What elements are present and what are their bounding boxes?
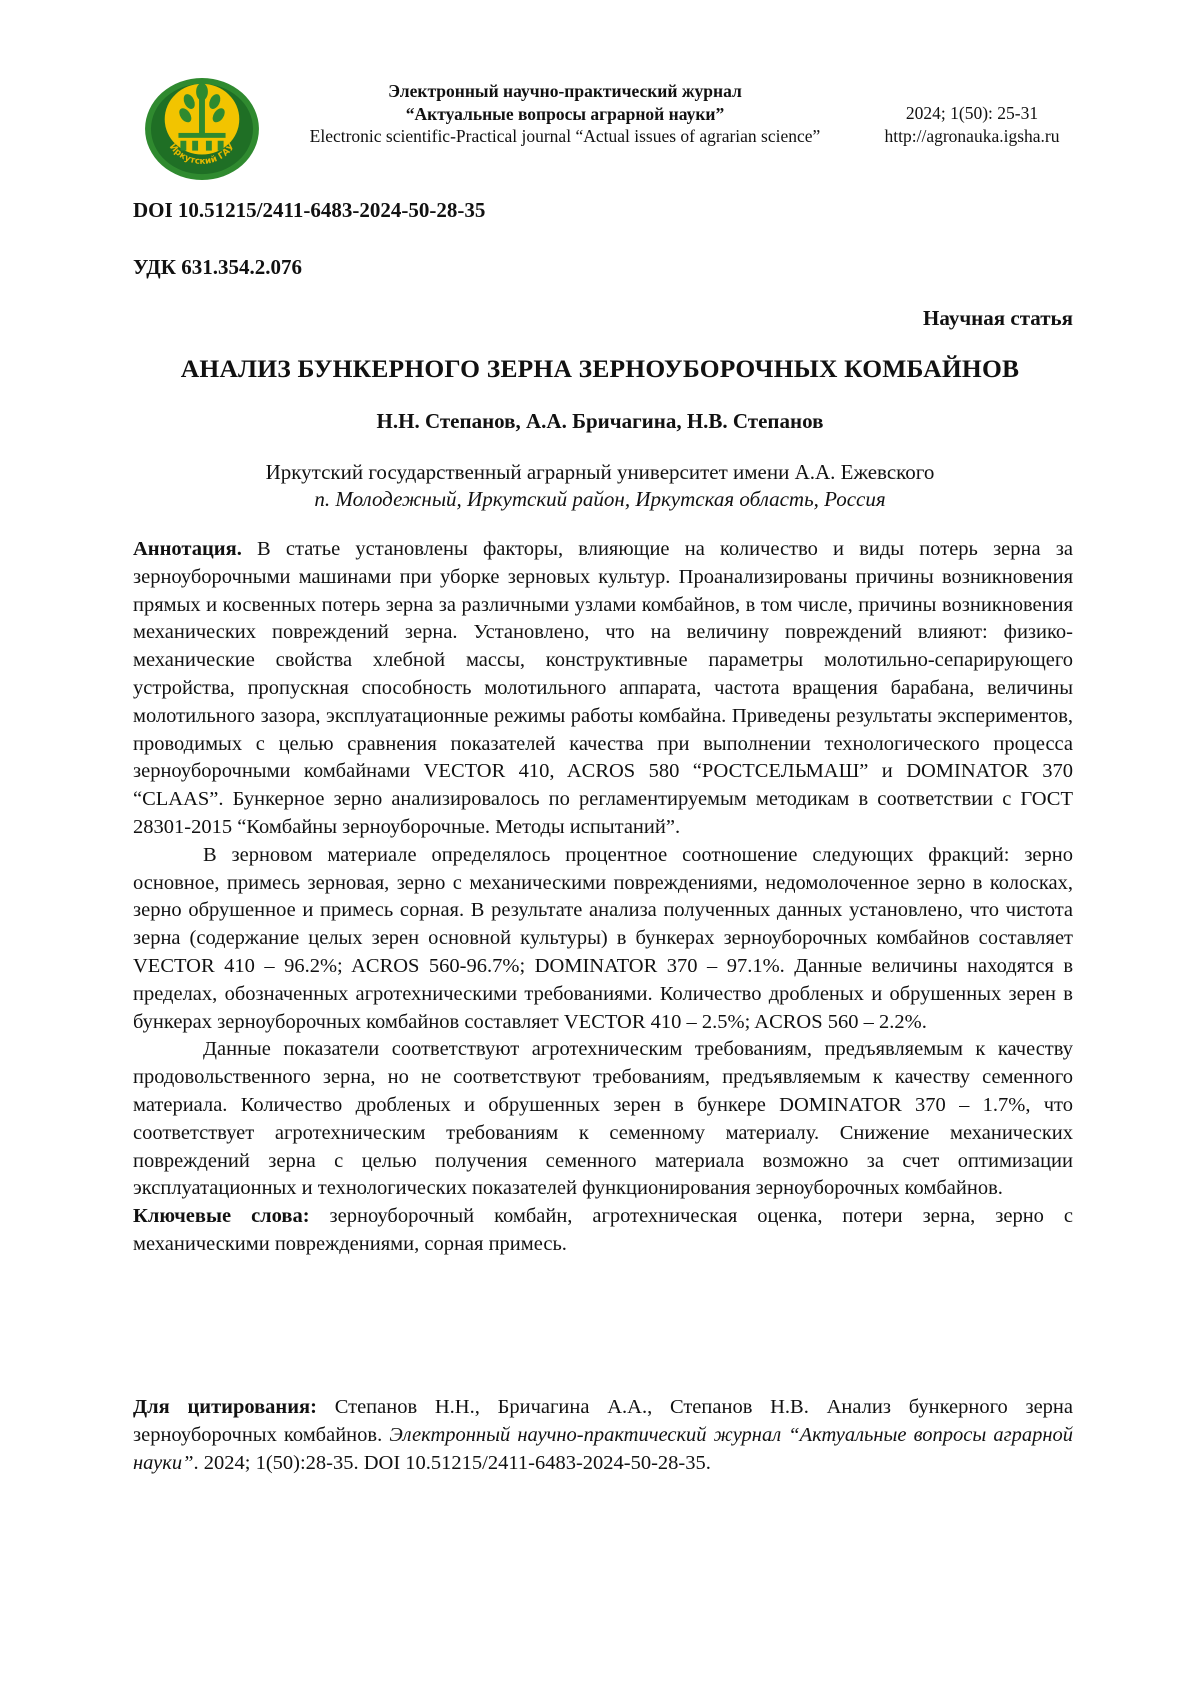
affiliation-location: п. Молодежный, Иркутский район, Иркутская область, Россия xyxy=(100,486,1100,513)
journal-title-ru-2: “Актуальные вопросы аграрной науки” xyxy=(290,103,840,126)
keywords xyxy=(133,1203,1073,1259)
doi: DOI 10.51215/2411-6483-2024-50-28-35 xyxy=(133,198,485,223)
journal-url[interactable]: http://agronauka.igsha.ru xyxy=(852,125,1092,148)
affiliation-university: Иркутский государственный аграрный университет имени А.А. Ежевского xyxy=(100,459,1100,486)
keywords-text: зерноуборочный комбайн, агротехническая оценка, потери зерна, зерно с механическими повреждениями, сорная примесь. xyxy=(133,1205,1073,1255)
keywords-label: Ключевые слова: xyxy=(133,1205,310,1227)
citation-tail: . 2024; 1(50):28-35. DOI 10.51215/2411-6483-2024-50-28-35. xyxy=(194,1452,711,1474)
abstract-paragraph-2: В зерновом материале определялось процентное соотношение следующих фракций: зерно основное, примесь зерновая, зерно с механическими повреждениями, недомолоченное зерно в колосках, зерно обрушенное и примесь сорная. В результате анализа полученных данных установлено, что чистота зерна (содержание целых зерен основной культуры) в бункерах зерноуборочных комбайнов составляет VECTOR 410 – 96.2%; ACROS 560-96.7%; DOMINATOR 370 – 97.1%. Данные величины находятся в пределах, обозначенных агротехническими требованиями. Количество дробленых и обрушенных зерен в бункерах зерноуборочных комбайнов составляет VECTOR 410 – 2.5%; ACROS 560 – 2.2%. xyxy=(133,842,1073,1037)
citation xyxy=(133,1394,1073,1477)
abstract xyxy=(133,536,1073,1259)
authors: Н.Н. Степанов, А.А. Бричагина, Н.В. Степанов xyxy=(100,409,1100,434)
abstract-paragraph-1 xyxy=(133,536,1073,842)
abstract-paragraph-3: Данные показатели соответствуют агротехническим требованиям, предъявляемым к качеству продовольственного зерна, но не соответствуют требованиям, предъявляемым к качеству семенного материала. Количество дробленых и обрушенных зерен в бункере DOMINATOR 370 – 1.7%, что соответствует агротехническим требованиям к семенному материалу. Снижение механических повреждений зерна с целью получения семенного материала возможно за счет оптимизации эксплуатационных и технологических показателей функционирования зерноуборочных комбайнов. xyxy=(133,1036,1073,1203)
abstract-label: Аннотация. xyxy=(133,538,242,560)
article-type: Научная статья xyxy=(923,306,1073,331)
journal-title-block xyxy=(290,80,840,148)
citation-journal: Электронный научно-практический журнал “Актуальные вопросы аграрной науки” xyxy=(133,1424,1073,1474)
citation-label: Для цитирования: xyxy=(133,1396,317,1418)
logo-text: Иркутский ГАУ xyxy=(167,142,237,167)
journal-header xyxy=(0,0,1200,190)
affiliation xyxy=(100,459,1100,513)
article-title: АНАЛИЗ БУНКЕРНОГО ЗЕРНА ЗЕРНОУБОРОЧНЫХ КОМБАЙНОВ xyxy=(100,354,1100,384)
journal-issue-block xyxy=(852,102,1092,147)
citation-text: Степанов Н.Н., Бричагина А.А., Степанов Н.В. Анализ бункерного зерна зерноуборочных комбайнов. xyxy=(133,1396,1073,1446)
abstract-text-1: В статье установлены факторы, влияющие на количество и виды потерь зерна за зерноуборочными машинами при уборке зерновых культур. Проанализированы причины возникновения прямых и косвенных потерь зерна за различными узлами комбайнов, в том числе, причины возникновения механических повреждений зерна. Установлено, что на величину повреждений влияют: физико-механические свойства хлебной массы, конструктивные параметры молотильно-сепарирующего устройства, пропускная способность молотильного аппарата, частота вращения барабана, величины молотильного зазора, эксплуатационные режимы работы комбайна. Приведены результаты экспериментов, проводимых с целью сравнения показателей качества при выполнении технологического процесса зерноуборочными комбайнами VECTOR 410, ACROS 580 “РОСТСЕЛЬМАШ” и DOMINATOR 370 “CLAAS”. Бункерное зерно анализировалось по регламентируемым методикам в соответствии с ГОСТ 28301-2015 “Комбайны зерноуборочные. Методы испытаний”. xyxy=(133,538,1073,838)
journal-title-ru-1: Электронный научно-практический журнал xyxy=(290,80,840,103)
journal-issue: 2024; 1(50): 25-31 xyxy=(852,102,1092,125)
journal-title-en: Electronic scientific-Practical journal “Actual issues of agrarian science” xyxy=(290,125,840,148)
university-logo xyxy=(143,76,261,182)
udk: УДК 631.354.2.076 xyxy=(133,255,302,280)
